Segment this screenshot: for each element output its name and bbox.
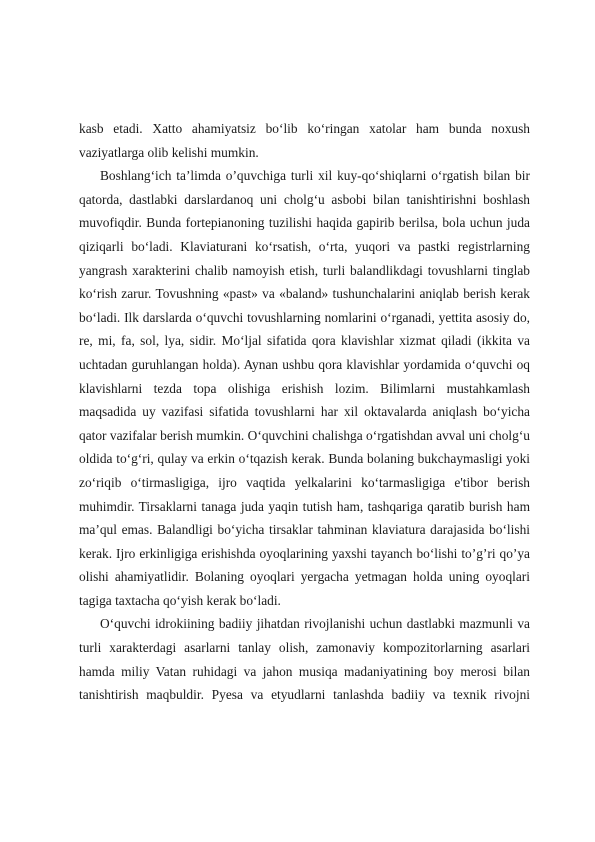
paragraph-1: [79, 117, 530, 164]
text-line: muvofiqdir. Bunda fortepianoning tuzilishi haqida gapirib berilsa, bola uchun juda: [79, 215, 530, 231]
text-line: ma’qul emas. Balandligi bo‘yicha tirsaklar tahminan klaviatura darajasida bo‘lishi: [79, 522, 530, 538]
text-line: qator vazifalar berish mumkin. O‘quvchini chalishga o‘rgatishdan avval uni cholg‘u: [79, 427, 530, 443]
text-line: Boshlang‘ich ta’limda o’quvchiga turli xil kuy-qo‘shiqlarni o‘rgatish bilan bir: [100, 168, 530, 184]
text-line: vaziyatlarga olib kelishi mumkin.: [79, 144, 259, 160]
text-line: qiziqarli bo‘ladi. Klaviaturani ko‘rsatish, o‘rta, yuqori va pastki registrlarning: [79, 238, 530, 254]
text-line: maqsadida uy vazifasi sifatida tovushlarni har xil oktavalarda aniqlash bo‘yicha: [79, 404, 530, 420]
text-line: oldida to‘g‘ri, qulay va erkin o‘tqazish kerak. Bunda bolaning bukchaymasligi yoki: [79, 451, 530, 467]
text-line: muhimdir. Tirsaklarni tanaga juda yaqin tutish ham, tashqariga qaratib burish ham: [79, 498, 530, 514]
text-line: tanishtirish maqbuldir. Pyesa va etyudlarni tanlashda badiiy va texnik rivojni: [79, 687, 530, 703]
text-line: turli xarakterdagi asarlarni tanlay olish, zamonaviy kompozitorlarning asarlari: [79, 640, 530, 656]
document-page: [79, 117, 530, 707]
text-line: O‘quvchi idrokiining badiiy jihatdan rivojlanishi uchun dastlabki mazmunli va: [100, 616, 530, 632]
text-line: tagiga taxtacha qo‘yish kerak bo‘ladi.: [79, 592, 281, 608]
text-line: ko‘rish zarur. Tovushning «past» va «baland» tushunchalarini aniqlab berish kerak: [79, 286, 530, 302]
text-line: uchtadan guruhlangan holda). Aynan ushbu qora klavishlar yordamida o‘quvchi oq: [79, 356, 530, 372]
text-line: kerak. Ijro erkinligiga erishishda oyoqlarining yaxshi tayanch bo‘lishi to’g’ri qo’ya: [79, 545, 530, 561]
text-line: re, mi, fa, sol, lya, sidir. Mo‘ljal sifatida qora klavishlar xizmat qiladi (ikkita va: [79, 333, 530, 349]
text-line: hamda miliy Vatan ruhidagi va jahon musiqa madaniyatining boy merosi bilan: [79, 663, 530, 679]
text-line: klavishlarni tezda topa olishiga erishish lozim. Bilimlarni mustahkamlash: [79, 380, 530, 396]
text-line: kasb etadi. Xatto ahamiyatsiz bo‘lib ko‘ringan xatolar ham bunda noxush: [79, 121, 530, 136]
text-line: olishi ahamiyatlidir. Bolaning oyoqlari yergacha yetmagan holda uning oyoqlari: [79, 569, 530, 585]
text-line: zo‘riqib o‘tirmasligiga, ijro vaqtida yelkalarini ko‘tarmasligiga e'tibor berish: [79, 474, 530, 490]
paragraph-2: [79, 164, 530, 612]
paragraph-3: [79, 612, 530, 706]
text-line: qatorda, dastlabki darslardanoq uni cholg‘u asbobi bilan tanishtirishni boshlash: [79, 191, 530, 207]
text-line: bo‘ladi. Ilk darslarda o‘quvchi tovushlarning nomlarini o‘rganadi, yettita asosiy do,: [79, 309, 530, 325]
text-line: yangrash xarakterini chalib namoyish etish, turli balandlikdagi tovushlarni tinglab: [79, 262, 530, 278]
